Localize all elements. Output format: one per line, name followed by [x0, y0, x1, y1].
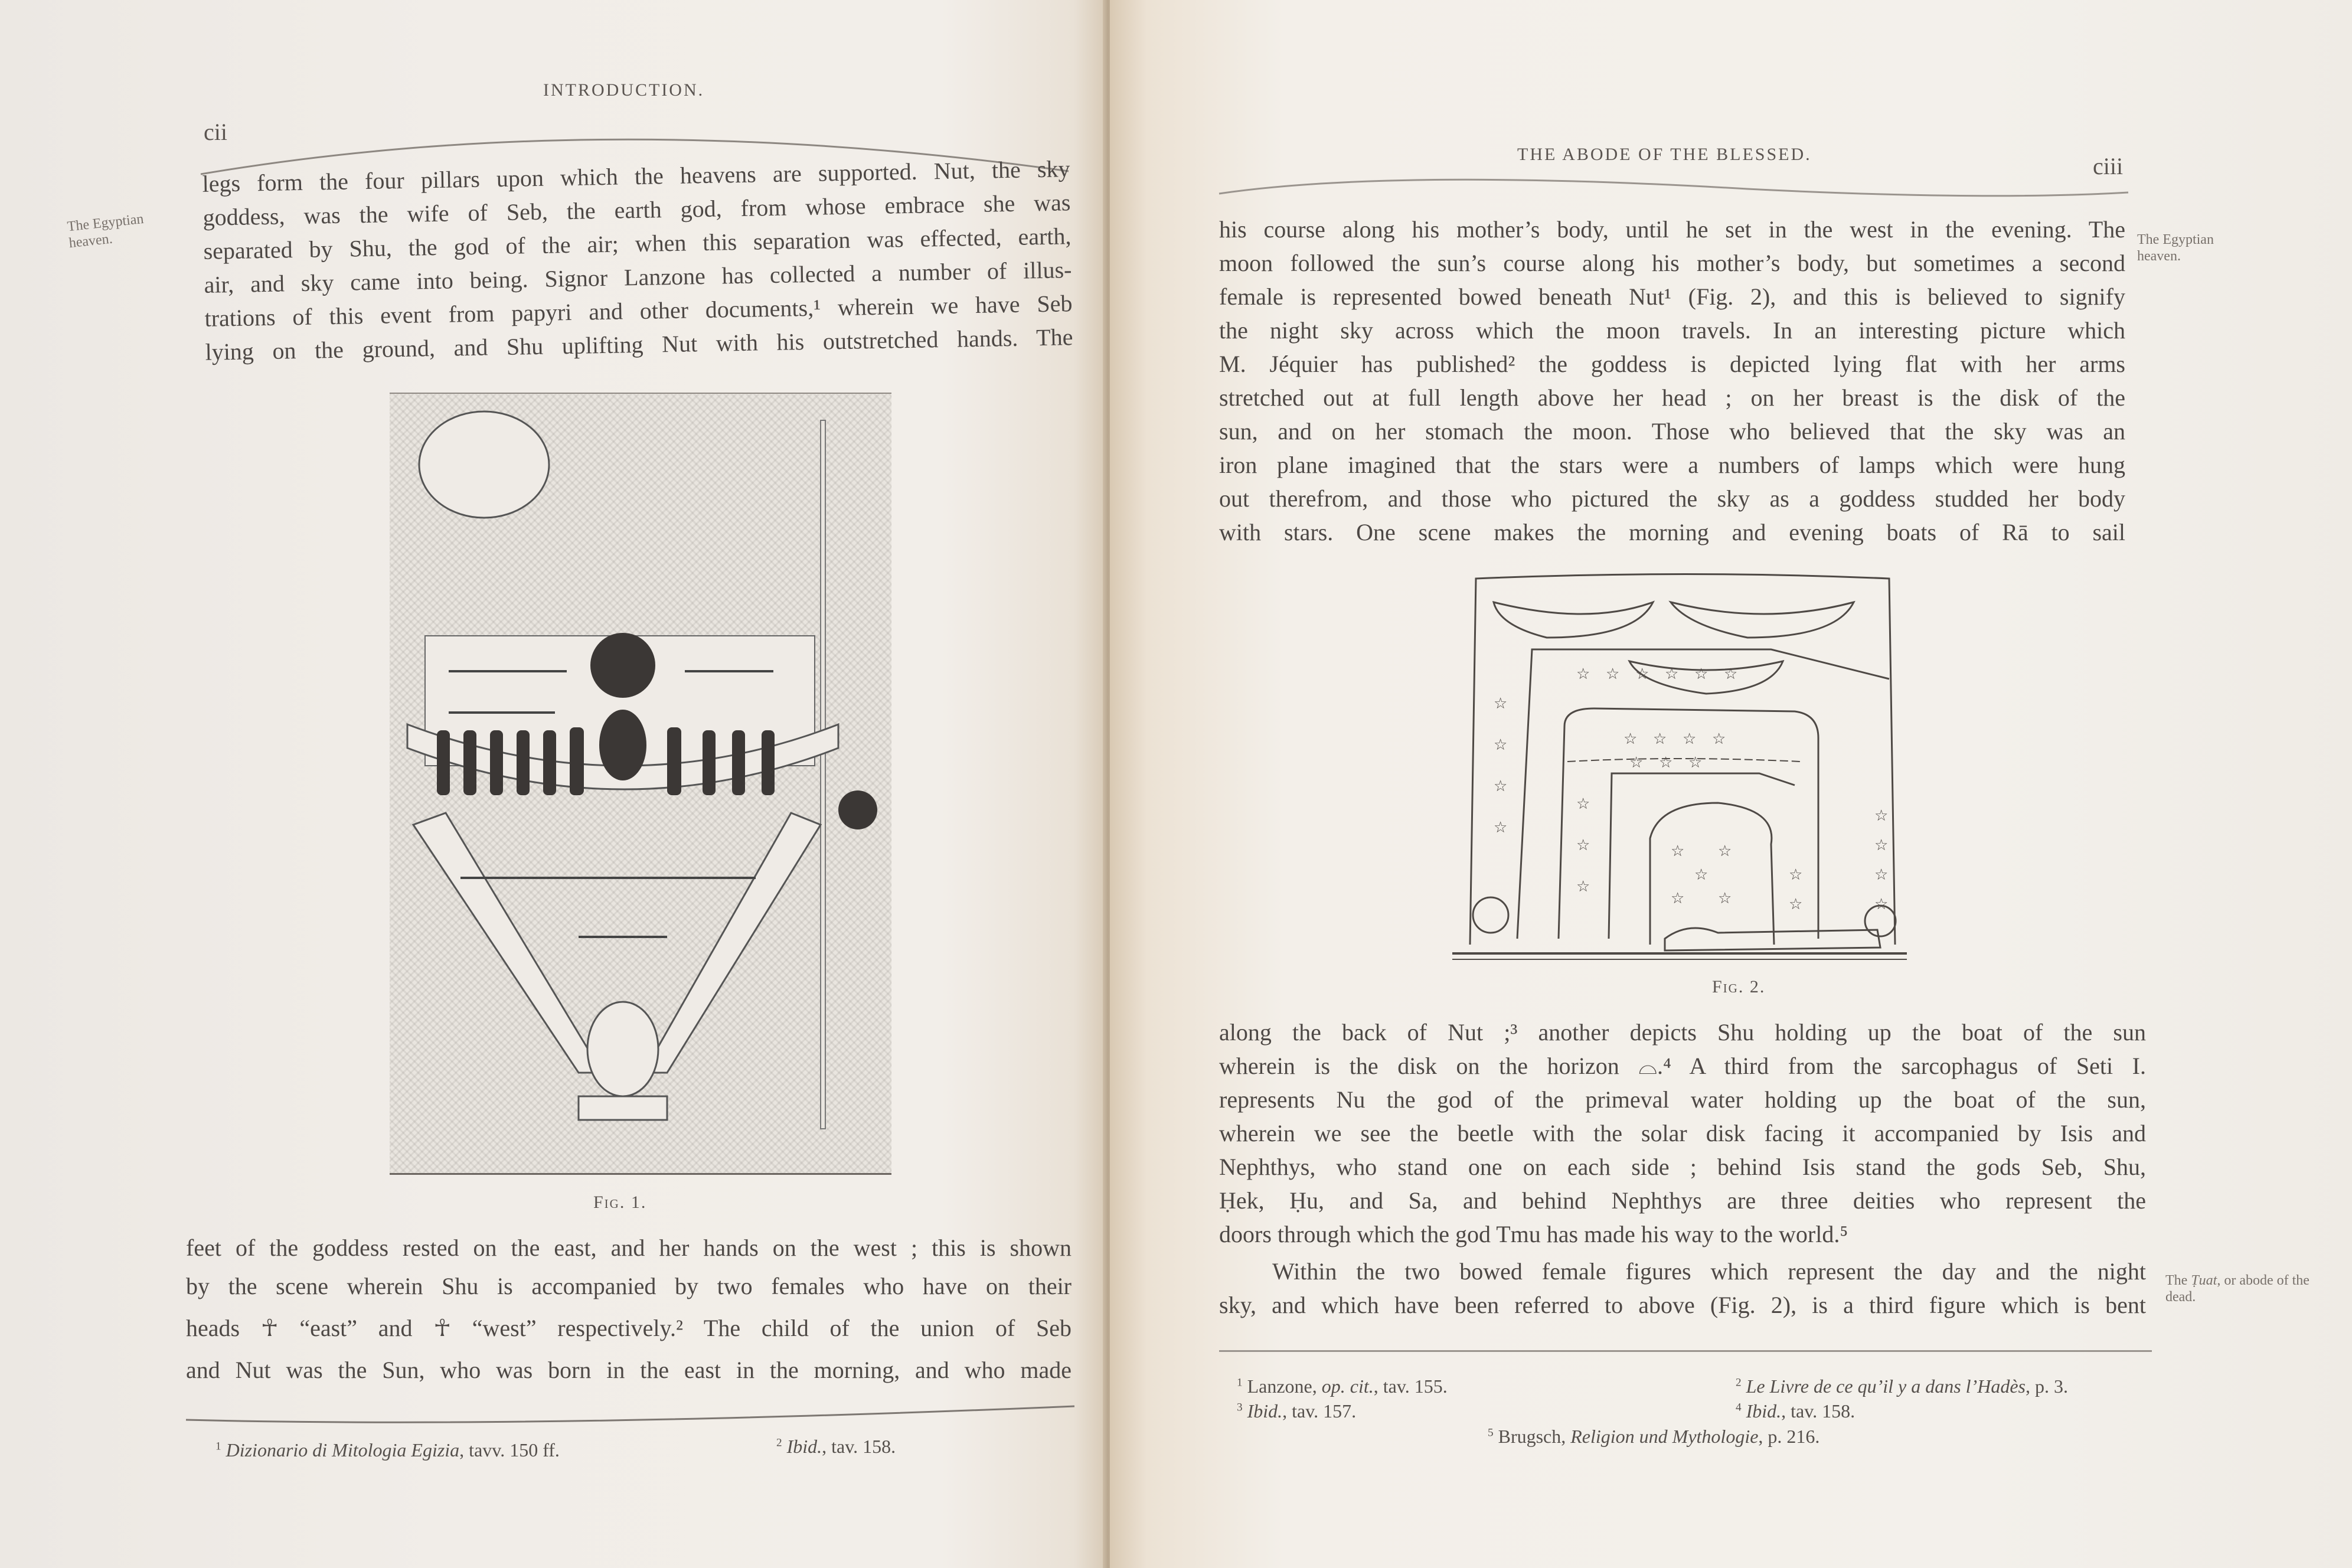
svg-text:☆: ☆ [1494, 736, 1508, 754]
paragraph-2 [1219, 1015, 2146, 1251]
footnote-4: $^4$ Ibid., tav. 158. [1736, 1400, 1856, 1422]
footnote-rule [1219, 1350, 2152, 1352]
text-line: sun, and on her stomach the moon. Those who believed that the sky was an [1219, 418, 2125, 445]
footnote-rule [183, 1399, 1080, 1435]
svg-text:☆: ☆ [1671, 842, 1685, 860]
text-line: along the back of Nut ;³ another depicts Shu holding up the boat of the sun [1219, 1019, 2146, 1046]
text-line: out therefrom, and those who pictured the sky as a goddess studded her body [1219, 485, 2125, 512]
svg-text:☆: ☆ [1671, 890, 1685, 907]
svg-text:☆: ☆ [1606, 665, 1620, 683]
svg-text:☆: ☆ [1874, 837, 1889, 854]
svg-text:☆: ☆ [1494, 819, 1508, 837]
text-line: legs form the four pillars upon which the heavens are supported. Nut, the sky [202, 155, 1070, 197]
svg-text:☆: ☆ [1576, 878, 1590, 896]
running-head: INTRODUCTION. [543, 80, 705, 100]
text-line: Ḥek, Ḥu, and Sa, and behind Nephthys are three deities who represent the [1219, 1187, 2146, 1214]
page-number: ciii [2093, 153, 2124, 179]
footnote-5: $^5$ Brugsch, Religion und Mythologie, p. 216. [1488, 1426, 1820, 1447]
svg-text:☆: ☆ [1789, 866, 1803, 884]
text-line: heads ☥ “east” and ☥ “west” respectively.² The child of the union of Seb [186, 1315, 1072, 1341]
paragraph-2 [186, 1231, 1072, 1387]
svg-text:☆: ☆ [1688, 754, 1703, 772]
svg-text:☆: ☆ [1694, 665, 1709, 683]
svg-text:☆: ☆ [1576, 837, 1590, 854]
right-page [1110, 0, 2352, 1568]
text-line: goddess, was the wife of Seb, the earth god, from whose embrace she was [202, 189, 1071, 231]
svg-text:☆: ☆ [1623, 730, 1638, 748]
footnote-1: $^1$ Lanzone, op. cit., tav. 155. [1237, 1376, 1448, 1397]
svg-text:☆: ☆ [1659, 754, 1673, 772]
svg-text:☆: ☆ [1712, 730, 1726, 748]
svg-text:☆: ☆ [1635, 665, 1649, 683]
footnote-3: $^3$ Ibid., tav. 157. [1237, 1400, 1357, 1422]
text-line: lying on the ground, and Shu uplifting Nut with his outstretched hands. The [205, 324, 1073, 365]
footnote-1: $^1$ Dizionario di Mitologia Egizia, tavv. 150 ff. [215, 1439, 560, 1461]
svg-text:☆: ☆ [1718, 890, 1732, 907]
text-line: stretched out at full length above her head ; on her breast is the disk of the [1219, 384, 2125, 411]
svg-text:☆: ☆ [1874, 807, 1889, 825]
text-line: his course along his mother’s body, until he set in the west in the evening. The [1219, 216, 2125, 243]
text-line: feet of the goddess rested on the east, and her hands on the west ; this is shown [186, 1234, 1072, 1261]
paragraph-1 [202, 152, 1073, 369]
svg-text:☆: ☆ [1576, 665, 1590, 683]
svg-text:☆: ☆ [1576, 795, 1590, 813]
text-line: with stars. One scene makes the morning and evening boats of Rā to sail [1219, 519, 2125, 545]
svg-text:☆: ☆ [1874, 866, 1889, 884]
text-line: represents Nu the god of the primeval water holding up the boat of the sun, [1219, 1086, 2146, 1113]
footnote-2: $^2$ Le Livre de ce qu’il y a dans l’Hadès, p. 3. [1736, 1376, 2068, 1397]
paragraph-3 [1219, 1255, 2146, 1322]
svg-text:☆: ☆ [1694, 866, 1709, 884]
text-line: moon followed the sun’s course along his mother’s body, but sometimes a second [1219, 250, 2125, 276]
svg-text:☆: ☆ [1874, 896, 1889, 913]
text-line: air, and sky came into being. Signor Lanzone has collected a number of illus- [204, 256, 1072, 298]
header-rule [1216, 171, 2131, 207]
shu-boat-drawing [390, 394, 891, 1173]
running-head: THE ABODE OF THE BLESSED. [1517, 145, 1812, 164]
text-line: the night sky across which the moon travels. In an interesting picture which [1219, 317, 2125, 344]
svg-text:☆: ☆ [1653, 730, 1667, 748]
paragraph-1 [1219, 213, 2125, 549]
text-line: wherein we see the beetle with the solar disk facing it accompanied by Isis and [1219, 1120, 2146, 1146]
svg-text:☆: ☆ [1724, 665, 1738, 683]
svg-text:☆: ☆ [1718, 842, 1732, 860]
figure-1-caption: Fig. 1. [593, 1193, 647, 1212]
svg-text:☆: ☆ [1665, 665, 1679, 683]
sidenote-tuat: The Ṭuat, or abode of the dead. [2165, 1273, 2309, 1305]
text-line: separated by Shu, the god of the air; when this separation was effected, earth, [203, 223, 1072, 264]
text-line: trations of this event from papyri and other documents,¹ wherein we have Seb [204, 290, 1073, 332]
text-line: by the scene wherein Shu is accompanied by two females who have on their [186, 1273, 1072, 1299]
text-line: and Nut was the Sun, who was born in the east in the morning, and who made [186, 1357, 1072, 1383]
left-page [0, 0, 1107, 1568]
sidenote-egyptian-heaven: The Egyptian heaven. [2137, 232, 2214, 264]
footnote-2: $^2$ Ibid., tav. 158. [776, 1436, 896, 1457]
text-line: sky, and which have been referred to above (Fig. 2), is a third figure which is bent [1219, 1292, 2146, 1318]
sidenote-egyptian-heaven: The Egyptian heaven. [66, 211, 145, 251]
page-number: cii [204, 119, 227, 145]
nut-sky-goddess-drawing [1440, 561, 1913, 962]
svg-text:☆: ☆ [1683, 730, 1697, 748]
svg-text:☆: ☆ [1494, 778, 1508, 795]
figure-2-illustration [1440, 561, 1913, 962]
svg-text:☆: ☆ [1629, 754, 1644, 772]
svg-text:☆: ☆ [1789, 896, 1803, 913]
text-line: iron plane imagined that the stars were a numbers of lamps which were hung [1219, 452, 2125, 478]
text-line: Within the two bowed female figures which represent the day and the night [1272, 1258, 2146, 1285]
text-line: female is represented bowed beneath Nut¹ (Fig. 2), and this is believed to signify [1219, 283, 2125, 310]
figure-1-illustration [390, 393, 891, 1175]
svg-text:☆: ☆ [1494, 695, 1508, 713]
text-line: Nephthys, who stand one on each side ; behind Isis stand the gods Seb, Shu, [1219, 1154, 2146, 1180]
text-line: M. Jéquier has published² the goddess is depicted lying flat with her arms [1219, 351, 2125, 377]
text-line: wherein is the disk on the horizon ⌓.⁴ A third from the sarcophagus of Seti I. [1219, 1053, 2146, 1079]
text-line: doors through which the god Tmu has made his way to the world.⁵ [1219, 1221, 1848, 1247]
figure-2-caption: Fig. 2. [1712, 977, 1766, 997]
